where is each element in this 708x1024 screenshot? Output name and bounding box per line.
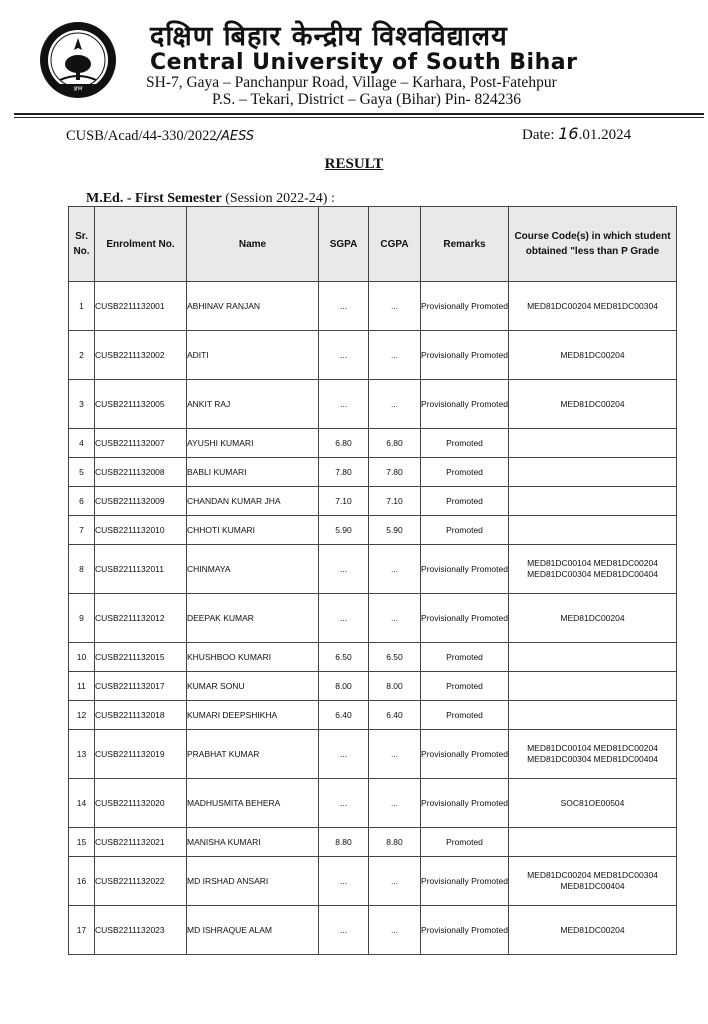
row-sgpa: ... — [319, 779, 369, 828]
row-enrolment: CUSB2211132005 — [95, 380, 187, 429]
row-sgpa: 6.40 — [319, 701, 369, 730]
row-cgpa: ... — [369, 906, 421, 955]
table-row — [69, 643, 677, 672]
table-row — [69, 458, 677, 487]
row-enrolment: CUSB2211132011 — [95, 545, 187, 594]
row-cgpa: 8.00 — [369, 672, 421, 701]
row-sgpa: 7.80 — [319, 458, 369, 487]
row-cgpa: ... — [369, 331, 421, 380]
row-remarks: Provisionally Promoted — [421, 331, 509, 380]
row-sr-no: 12 — [69, 701, 95, 730]
row-remarks: Provisionally Promoted — [421, 380, 509, 429]
row-sr-no: 3 — [69, 380, 95, 429]
table-row — [69, 380, 677, 429]
row-cgpa: ... — [369, 594, 421, 643]
table-row — [69, 429, 677, 458]
row-course-codes — [509, 701, 677, 730]
row-name: ANKIT RAJ — [187, 380, 319, 429]
header-sgpa: SGPA — [319, 207, 369, 282]
address-line-2: P.S. – Tekari, District – Gaya (Bihar) Pin- 824236 — [212, 91, 522, 108]
row-cgpa: ... — [369, 779, 421, 828]
table-row — [69, 828, 677, 857]
row-remarks: Provisionally Promoted — [421, 545, 509, 594]
header-course-codes: Course Code(s) in which student obtained "less than P Grade — [509, 207, 677, 282]
row-enrolment: CUSB2211132017 — [95, 672, 187, 701]
table-header-row — [69, 207, 677, 282]
row-remarks: Provisionally Promoted — [421, 906, 509, 955]
row-course-codes: MED81DC00104 MED81DC00204 MED81DC00304 MED81DC00404 — [509, 730, 677, 779]
row-sgpa: ... — [319, 857, 369, 906]
row-cgpa: 6.40 — [369, 701, 421, 730]
row-sgpa: 8.80 — [319, 828, 369, 857]
row-course-codes: MED81DC00104 MED81DC00204 MED81DC00304 MED81DC00404 — [509, 545, 677, 594]
row-enrolment: CUSB2211132018 — [95, 701, 187, 730]
row-enrolment: CUSB2211132023 — [95, 906, 187, 955]
row-sr-no: 16 — [69, 857, 95, 906]
row-sgpa: 7.10 — [319, 487, 369, 516]
row-sr-no: 14 — [69, 779, 95, 828]
row-sgpa: ... — [319, 282, 369, 331]
handwritten-suffix: /AESS — [216, 129, 255, 144]
row-course-codes — [509, 429, 677, 458]
row-name: MD ISHRAQUE ALAM — [187, 906, 319, 955]
row-course-codes: MED81DC00204 MED81DC00304 MED81DC00404 — [509, 857, 677, 906]
row-cgpa: ... — [369, 730, 421, 779]
row-remarks: Promoted — [421, 828, 509, 857]
row-remarks: Provisionally Promoted — [421, 779, 509, 828]
header-remarks: Remarks — [421, 207, 509, 282]
row-course-codes: MED81DC00204 MED81DC00304 — [509, 282, 677, 331]
header-name: Name — [187, 207, 319, 282]
row-course-codes: SOC81OE00504 — [509, 779, 677, 828]
row-sgpa: 6.80 — [319, 429, 369, 458]
row-enrolment: CUSB2211132015 — [95, 643, 187, 672]
row-remarks: Provisionally Promoted — [421, 857, 509, 906]
row-course-codes — [509, 516, 677, 545]
row-course-codes — [509, 487, 677, 516]
header-divider — [14, 113, 704, 115]
university-name-english: Central University of South Bihar — [150, 50, 578, 75]
row-sgpa: ... — [319, 730, 369, 779]
result-table — [68, 206, 677, 955]
row-enrolment: CUSB2211132012 — [95, 594, 187, 643]
row-sr-no: 9 — [69, 594, 95, 643]
row-name: BABLI KUMARI — [187, 458, 319, 487]
header-cgpa: CGPA — [369, 207, 421, 282]
row-remarks: Promoted — [421, 672, 509, 701]
row-enrolment: CUSB2211132022 — [95, 857, 187, 906]
svg-text:ज्ञान: ज्ञान — [73, 85, 83, 93]
row-cgpa: ... — [369, 282, 421, 331]
row-sgpa: ... — [319, 545, 369, 594]
row-cgpa: ... — [369, 380, 421, 429]
header-sr-no: Sr. No. — [69, 207, 95, 282]
row-enrolment: CUSB2211132020 — [95, 779, 187, 828]
row-name: MADHUSMITA BEHERA — [187, 779, 319, 828]
row-course-codes: MED81DC00204 — [509, 594, 677, 643]
row-enrolment: CUSB2211132009 — [95, 487, 187, 516]
table-row — [69, 730, 677, 779]
row-sr-no: 5 — [69, 458, 95, 487]
table-row — [69, 672, 677, 701]
row-enrolment: CUSB2211132010 — [95, 516, 187, 545]
row-sgpa: ... — [319, 331, 369, 380]
row-remarks: Promoted — [421, 487, 509, 516]
table-row — [69, 857, 677, 906]
row-enrolment: CUSB2211132021 — [95, 828, 187, 857]
table-row — [69, 282, 677, 331]
row-cgpa: ... — [369, 545, 421, 594]
table-row — [69, 487, 677, 516]
row-name: CHINMAYA — [187, 545, 319, 594]
row-sr-no: 13 — [69, 730, 95, 779]
row-name: ABHINAV RANJAN — [187, 282, 319, 331]
row-name: MD IRSHAD ANSARI — [187, 857, 319, 906]
row-name: KUMAR SONU — [187, 672, 319, 701]
row-sgpa: 6.50 — [319, 643, 369, 672]
document-title: RESULT — [324, 156, 384, 172]
row-remarks: Promoted — [421, 516, 509, 545]
row-sr-no: 17 — [69, 906, 95, 955]
university-name-hindi: दक्षिण बिहार केन्द्रीय विश्वविद्यालय — [150, 21, 508, 52]
table-row — [69, 545, 677, 594]
row-sgpa: ... — [319, 594, 369, 643]
row-enrolment: CUSB2211132019 — [95, 730, 187, 779]
row-name: CHHOTI KUMARI — [187, 516, 319, 545]
row-sgpa: 5.90 — [319, 516, 369, 545]
row-sr-no: 8 — [69, 545, 95, 594]
row-cgpa: 5.90 — [369, 516, 421, 545]
course-heading: M.Ed. - First Semester (Session 2022-24) : — [86, 191, 335, 206]
row-course-codes — [509, 458, 677, 487]
row-sr-no: 6 — [69, 487, 95, 516]
row-name: KUMARI DEEPSHIKHA — [187, 701, 319, 730]
table-row — [69, 516, 677, 545]
row-course-codes: MED81DC00204 — [509, 906, 677, 955]
row-course-codes: MED81DC00204 — [509, 331, 677, 380]
row-cgpa: 7.80 — [369, 458, 421, 487]
row-remarks: Promoted — [421, 458, 509, 487]
row-sr-no: 2 — [69, 331, 95, 380]
row-name: MANISHA KUMARI — [187, 828, 319, 857]
table-row — [69, 331, 677, 380]
row-sr-no: 15 — [69, 828, 95, 857]
row-enrolment: CUSB2211132001 — [95, 282, 187, 331]
row-enrolment: CUSB2211132002 — [95, 331, 187, 380]
row-enrolment: CUSB2211132008 — [95, 458, 187, 487]
row-remarks: Promoted — [421, 643, 509, 672]
row-name: DEEPAK KUMAR — [187, 594, 319, 643]
row-name: ADITI — [187, 331, 319, 380]
row-name: AYUSHI KUMARI — [187, 429, 319, 458]
row-remarks: Provisionally Promoted — [421, 730, 509, 779]
row-cgpa: ... — [369, 857, 421, 906]
university-logo — [38, 20, 118, 100]
row-remarks: Promoted — [421, 701, 509, 730]
row-sr-no: 4 — [69, 429, 95, 458]
row-course-codes: MED81DC00204 — [509, 380, 677, 429]
row-remarks: Promoted — [421, 429, 509, 458]
row-cgpa: 6.50 — [369, 643, 421, 672]
row-remarks: Provisionally Promoted — [421, 594, 509, 643]
table-row — [69, 701, 677, 730]
row-name: CHANDAN KUMAR JHA — [187, 487, 319, 516]
row-sgpa: ... — [319, 906, 369, 955]
reference-number: CUSB/Acad/44-330/2022/AESS — [66, 128, 255, 144]
table-row — [69, 779, 677, 828]
header-divider-thin — [14, 117, 704, 118]
row-sgpa: ... — [319, 380, 369, 429]
row-sr-no: 1 — [69, 282, 95, 331]
row-sr-no: 11 — [69, 672, 95, 701]
row-sgpa: 8.00 — [319, 672, 369, 701]
row-cgpa: 7.10 — [369, 487, 421, 516]
address-line-1: SH-7, Gaya – Panchanpur Road, Village – Karhara, Post-Fatehpur — [146, 74, 557, 91]
row-name: KHUSHBOO KUMARI — [187, 643, 319, 672]
table-row — [69, 906, 677, 955]
row-sr-no: 7 — [69, 516, 95, 545]
issue-date: Date: 16.01.2024 — [522, 124, 632, 143]
header-enrolment: Enrolment No. — [95, 207, 187, 282]
row-course-codes — [509, 643, 677, 672]
row-remarks: Provisionally Promoted — [421, 282, 509, 331]
row-enrolment: CUSB2211132007 — [95, 429, 187, 458]
row-cgpa: 8.80 — [369, 828, 421, 857]
row-sr-no: 10 — [69, 643, 95, 672]
table-row — [69, 594, 677, 643]
row-course-codes — [509, 672, 677, 701]
row-name: PRABHAT KUMAR — [187, 730, 319, 779]
row-cgpa: 6.80 — [369, 429, 421, 458]
row-course-codes — [509, 828, 677, 857]
